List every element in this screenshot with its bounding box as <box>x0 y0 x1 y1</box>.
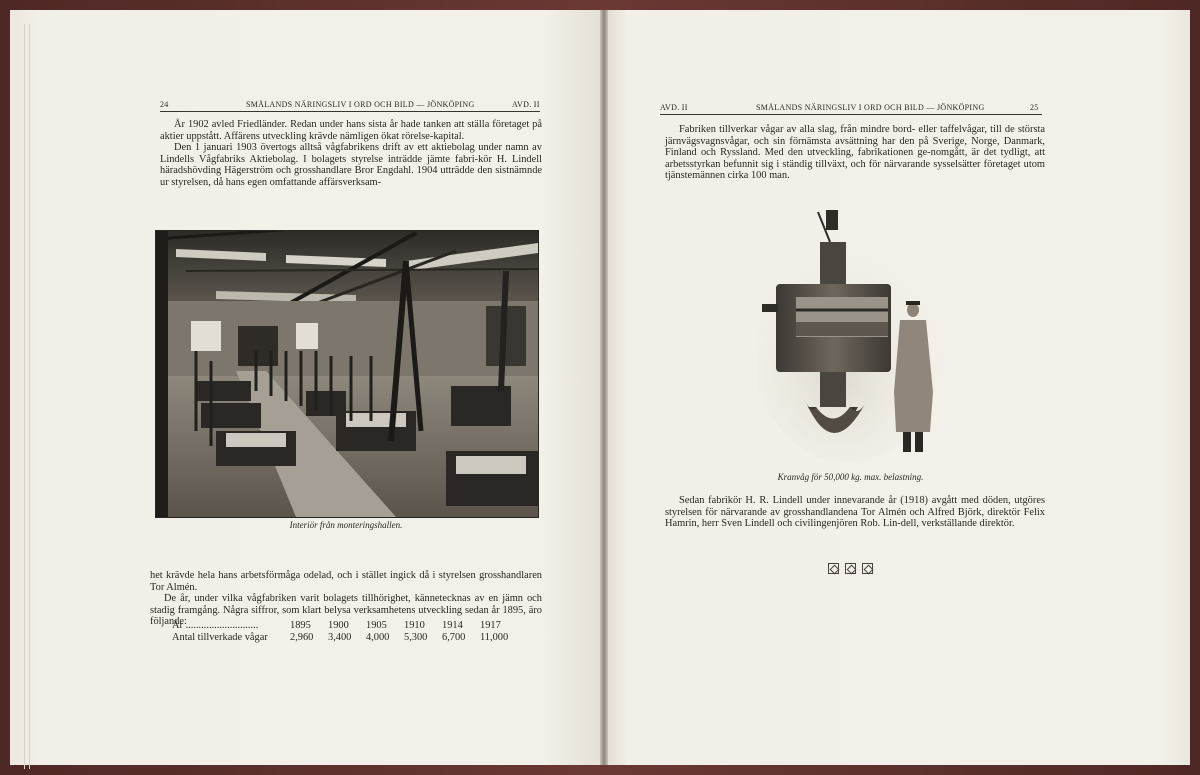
table-row <box>172 632 518 644</box>
page-edge <box>24 24 30 769</box>
right-page-number: 25 <box>1030 103 1039 112</box>
left-running-title: SMÅLANDS NÄRINGSLIV I ORD OCH BILD — JÖNKÖPING <box>246 100 475 109</box>
crane-scale-photo <box>758 202 943 464</box>
count-cell: 5,300 <box>404 632 428 643</box>
year-cell: 1895 <box>290 620 311 631</box>
right-body-bottom <box>665 495 1045 530</box>
left-photo-caption: Interiör från monteringshallen. <box>289 520 403 530</box>
left-header-rule <box>160 111 540 112</box>
row-label-count: Antal tillverkade vågar <box>172 632 268 643</box>
right-running-title: SMÅLANDS NÄRINGSLIV I ORD OCH BILD — JÖNKÖPING <box>756 103 985 112</box>
count-cell: 3,400 <box>328 632 352 643</box>
paragraph: År 1902 avled Friedländer. Redan under hans sista år hade tanken att ställa företaget på aktier uppstått. Affärens utveckling krävde nämligen ökat rörelse-kapital. <box>160 119 542 142</box>
count-cell: 2,960 <box>290 632 314 643</box>
ornament-icon <box>862 563 873 574</box>
factory-interior-photo <box>155 230 539 518</box>
right-body-top <box>665 124 1045 182</box>
right-page <box>608 10 1190 765</box>
row-label-year: År ............................ <box>172 620 259 631</box>
count-cell: 11,000 <box>480 632 509 643</box>
book-gutter <box>600 10 608 765</box>
right-section-label: AVD. II <box>660 103 688 112</box>
paragraph: De år, under vilka vågfabriken varit bolagets tillhörighet, kännetecknas av en jämn och stadig framgång. Några siffror, som klart belysa verksamhetens utveckling sedan år 1895, äro följande: <box>150 593 542 628</box>
table-row <box>172 620 518 632</box>
paragraph: Sedan fabrikör H. R. Lindell under innevarande år (1918) avgått med döden, utgöres styrelsen för närvarande av grosshandlandena Tor Almén och Alfred Björk, direktör Felix Hamrin, herr Sven Lindell och civilingenjören Rob. Lin-dell, verkställande direktör. <box>665 495 1045 530</box>
production-stats-table <box>172 620 518 644</box>
year-cell: 1914 <box>442 620 463 631</box>
year-cell: 1905 <box>366 620 387 631</box>
paragraph: Fabriken tillverkar vågar av alla slag, från mindre bord- eller taffelvågar, till de största järnvägsvagnsvågar, och sin förnämsta avsättning har den på Sverige, Norge, Danmark, Finland och Ryssland. Med den utveckling, fabrikationen ge-nomgått, är det tydligt, att arbetsstyrkan befunnit sig i ständig tillväxt, och för närvarande sysselsätter företaget utom tjänstemännen cirka 100 man. <box>665 124 1045 182</box>
left-body-top <box>160 119 542 189</box>
left-page-number: 24 <box>160 100 169 109</box>
count-cell: 6,700 <box>442 632 466 643</box>
right-header-rule <box>660 114 1042 115</box>
year-cell: 1917 <box>480 620 501 631</box>
left-page <box>10 10 602 765</box>
ornament-icon <box>828 563 839 574</box>
paragraph: het krävde hela hans arbetsförmåga odelad, och i stället ingick då i styrelsen grosshandlaren Tor Almén. <box>150 570 542 593</box>
left-section-label: AVD. II <box>512 100 540 109</box>
paragraph: Den 1 januari 1903 övertogs alltså vågfabrikens drift av ett aktiebolag under namn av Lindells Vågfabriks Aktiebolag. I bolagets styrelse inträdde jämte fabri-kör H. Lindell häradshövding Hägerström och grosshandlare Bror Engdahl. 1904 utträdde den sistnämnde ur styrelsen, då hans egen omfattande affärsverksam- <box>160 142 542 188</box>
count-cell: 4,000 <box>366 632 390 643</box>
year-cell: 1900 <box>328 620 349 631</box>
right-photo-caption: Kranvåg för 50,000 kg. max. belastning. <box>777 472 924 482</box>
year-cell: 1910 <box>404 620 425 631</box>
ornament-icon <box>845 563 856 574</box>
